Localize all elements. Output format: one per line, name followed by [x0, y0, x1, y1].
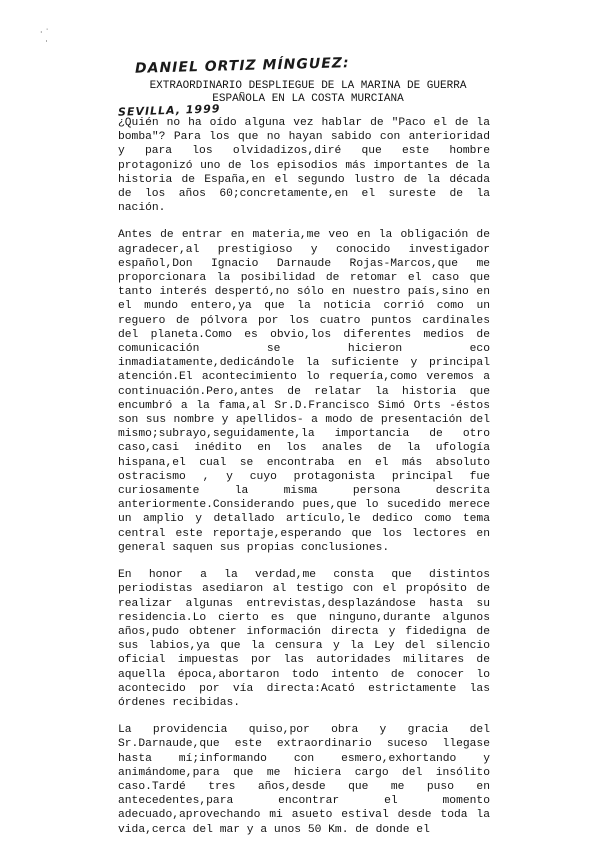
article-title: EXTRAORDINARIO DESPLIEGUE DE LA MARINA DE GUERRA ESPAÑOLA EN LA COSTA MURCIANA — [149, 80, 467, 105]
paragraph-4: La providencia quiso,por obra y gracia del Sr.Darnaude,que este extraordinario suceso llegase hasta mí;informando con esmero,exhortando y animándome,para que me hiciera cargo del insólito caso.Tardé tres años,desde que me puso en antecedentes,para encontrar el momento adecuado,aprovechando mi asueto estival desde toda la vida,cerca del mar y a unos 50 Km. de donde el — [118, 724, 490, 836]
place-date-handwritten: SEVILLA, 1999 — [117, 102, 221, 119]
paragraph-3: En honor a la verdad,me consta que distintos periodistas asediaron al testigo con el propósito de realizar algunas entrevistas,desplazándose hasta su residencia.Lo cierto es que ninguno,durante algunos años,pudo obtener información directa y fidedigna de sus labios,ya que la censura y la Ley del silencio oficial impuestas por las autoridades militares de aquella época,abortaron todo intento de conocer lo acontecido por vía directa:Acató estrictamente las órdenes recibidas. — [118, 569, 490, 709]
paragraph-1: ¿Quién no ha oído alguna vez hablar de "Paco el de la bomba"? Para los que no hayan sabido con anterioridad y para los olvidadizos,diré que este hombre protagonizó uno de los episodios más importantes de la historia de España,en el segundo lustro de la década de los años 60;concretamente,en el sureste de la nación. — [118, 117, 490, 215]
paragraph-2: Antes de entrar en materia,me veo en la obligación de agradecer,al prestigioso y conocido investigador español,Don Ignacio Darnaude Rojas-Marcos,que me proporcionara la posibilidad de retomar el caso que tanto interés despertó,no sólo en nuestro país,sino en el mundo entero,ya que la noticia corrió como un reguero de pólvora por los cuatro puntos cardinales del planeta.Como es obvio,los diferentes medios de comunicación se hicieron eco inmadiatamente,dedicándole la suficiente y principal atención.El acontecimiento lo requería,como veremos a continuación.Pero,antes de relatar la historia que encumbró a la fama,al Sr.D.Francisco Simó Orts -éstos son sus nombre y apellidos- a modo de presentación del mismo;subrayo,seguidamente,la importancia de otro caso,casi inédito en los anales de la ufología hispana,el cual se encontraba en el más absoluto ostracismo , y cuyo protagonista principal fue curiosamente la misma persona descrita anteriormente.Considerando pues,que lo sucedido merece un amplio y detallado artículo,le dedico como tema central este reportaje,esperando que los lectores en general saquen sus propias conclusiones. — [118, 229, 490, 554]
author-handwritten: DANIEL ORTIZ MÍNGUEZ: — [134, 55, 350, 77]
scan-speckles: · ˙ · — [40, 28, 50, 46]
article-body — [118, 116, 490, 850]
